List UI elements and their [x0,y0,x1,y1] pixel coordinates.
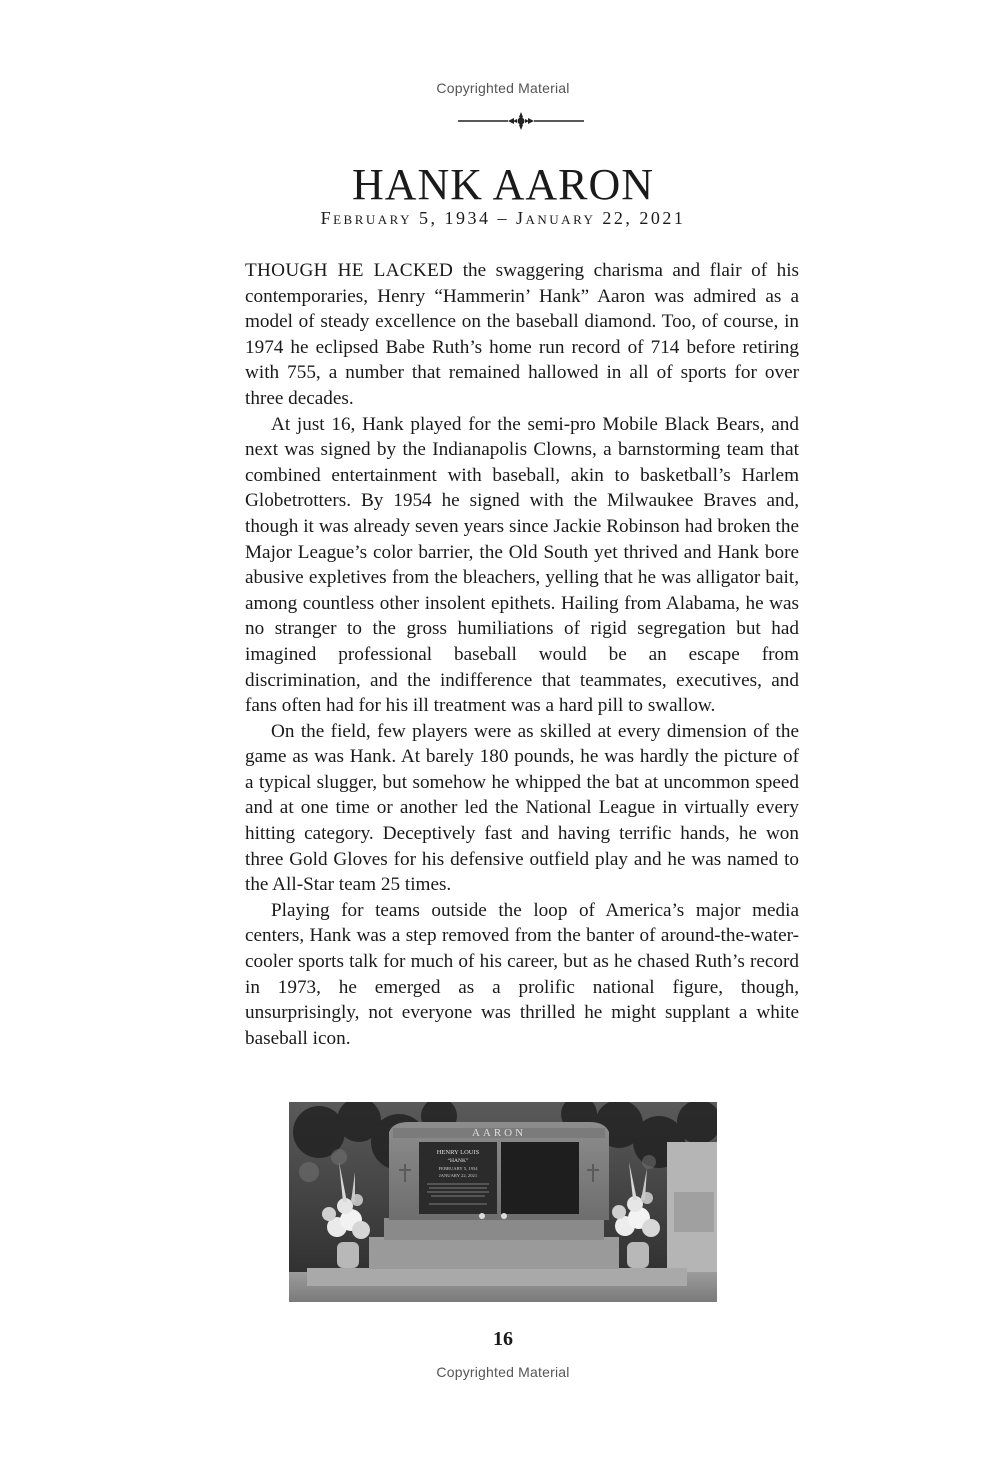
paragraph-lead: THOUGH HE LACKED [245,260,454,281]
chapter-dates: February 5, 1934 – January 22, 2021 [320,208,686,228]
paragraph-2: At just 16, Hank played for the semi-pro Mobile Black Bears, and next was signed by the Indianapolis Clowns, a barnstorming team that combined entertainment with baseball, akin to basketball’s Harlem Globetrotters. By 1954 he signed with the Milwaukee Braves and, though it was already seven years since Jackie Robinson had broken the Major League’s color barrier, the Old South yet thrived and Hank bore abusive expletives from the bleachers, yelling that he was alligator bait, among countless other insolent epithets. Hailing from Alabama, he was no stranger to the gross humiliations of rigid segregation but had imagined professional baseball would be an escape from discrimination, and the indifference that teammates, executives, and fans often had for his ill treatment was a hard pill to swallow. [245,413,799,717]
headstone-born: FEBRUARY 5, 1934 [438,1166,478,1171]
headstone-died: JANUARY 22, 2021 [438,1173,478,1178]
paragraph-4: Playing for teams outside the loop of America’s major media centers, Hank was a step removed from the banter of around-the-water-cooler sports talk for much of his career, but as he chased Ruth’s record in 1973, he emerged as a prolific national figure, though, unsurprisingly, not everyone was thrilled he might supplant a white baseball icon. [245,899,799,1049]
headstone-family-name: AARON [471,1127,527,1139]
ornament-divider-icon [456,110,586,132]
headstone-nickname: “HANK” [447,1158,469,1164]
body-text [245,258,799,1051]
paragraph-3: On the field, few players were as skilled at every dimension of the game as was Hank. At barely 180 pounds, he was hardly the picture of a typical slugger, but somehow he whipped the bat at uncommon speed and at one time or another led the National League in virtually every hitting category. Deceptively fast and having terrific hands, he won three Gold Gloves for his defensive outfield play and he was named to the All-Star team 25 times. [245,720,799,896]
copyright-footer: Copyrighted Material [436,1364,570,1380]
paragraph-1 [245,258,799,412]
headstone-photo [289,1102,717,1302]
page-number: 16 [493,1328,513,1350]
paragraph-1-text: the swaggering charisma and flair of his contemporaries, Henry “Hammerin’ Hank” Aaron was admired as a model of steady excellence on the baseball diamond. Too, of course, in 1974 he eclipsed Babe Ruth’s home run record of 714 before retiring with 755, a number that remained hallowed in all of sports for over three decades. [245,260,799,409]
headstone-name: HENRY LOUIS [436,1149,480,1156]
chapter-title: HANK AARON [351,160,655,209]
copyright-header: Copyrighted Material [436,80,570,96]
